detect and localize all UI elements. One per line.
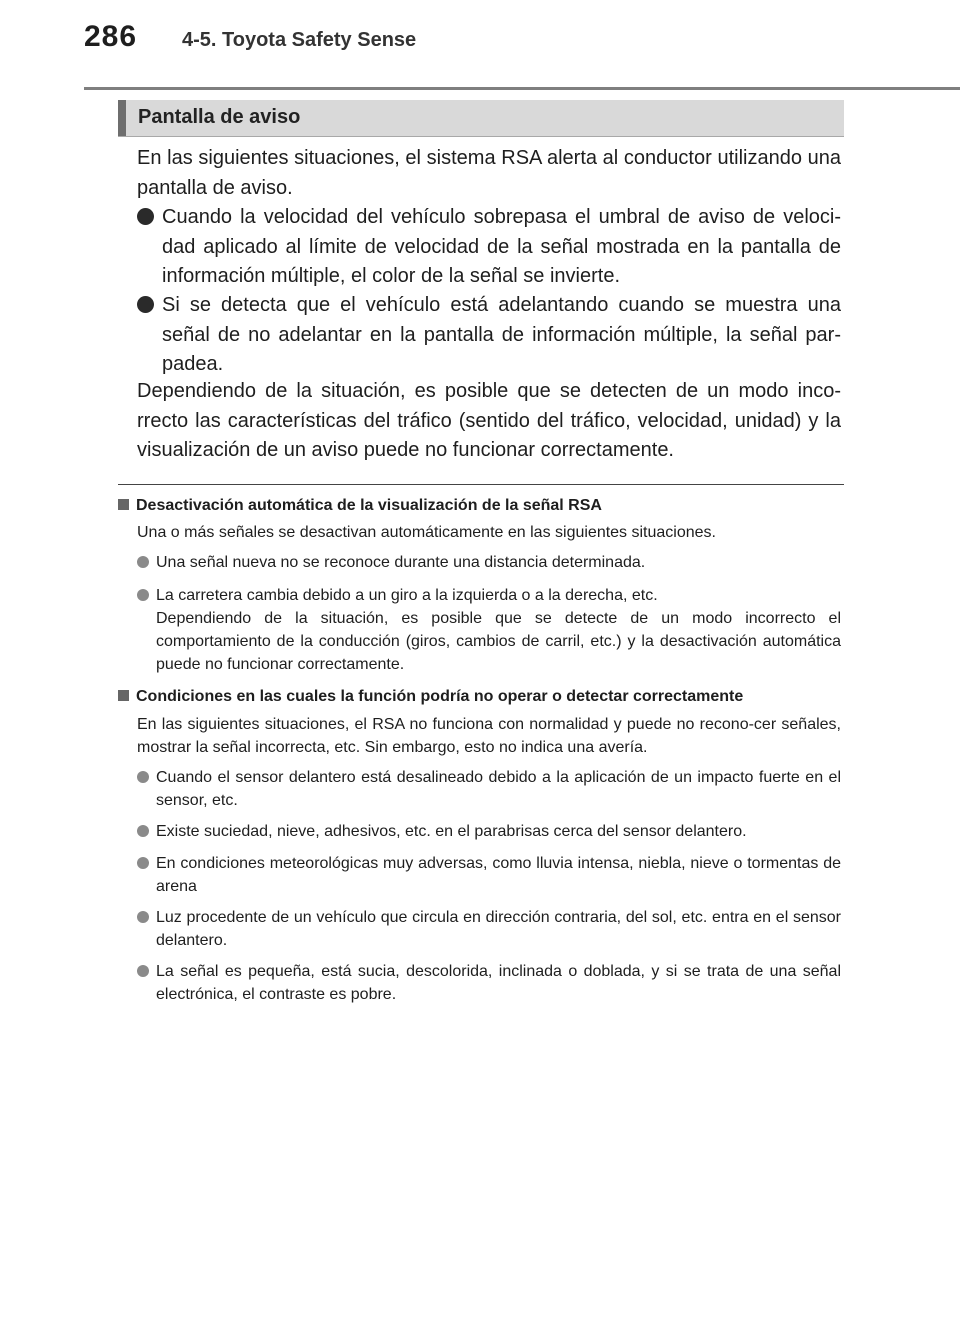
- section-heading: Desactivación automática de la visualización de la señal RSA: [118, 495, 842, 517]
- bullet-dot-icon: [137, 296, 154, 313]
- warning-box-title: Pantalla de aviso: [138, 106, 301, 128]
- bullet-dot-icon: [137, 589, 149, 601]
- list-item: Una señal nueva no se reconoce durante una distancia determinada.: [137, 551, 841, 574]
- page-number: 286: [84, 20, 138, 53]
- bullet-dot-icon: [137, 556, 149, 568]
- section-title: 4-5. Toyota Safety Sense: [182, 29, 417, 51]
- square-bullet-icon: [118, 690, 129, 701]
- list-item: Luz procedente de un vehículo que circula en dirección contraria, del sol, etc. entra en el sensor delantero.: [137, 906, 841, 952]
- list-item: Existe suciedad, nieve, adhesivos, etc. en el parabrisas cerca del sensor delantero.: [137, 820, 841, 843]
- bullet-dot-icon: [137, 825, 149, 837]
- intro-paragraph: En las siguientes situaciones, el sistema RSA alerta al conductor utilizando una pantalla de aviso.: [137, 147, 841, 199]
- main-note-paragraph: Dependiendo de la situación, es posible que se detecten de un modo inco-rrecto las características del tráfico (sentido del tráfico, velocidad, unidad) y la visualización de un aviso puede no funcionar correctamente.: [137, 380, 841, 461]
- warning-box-accent: [118, 100, 126, 136]
- square-bullet-icon: [118, 499, 129, 510]
- main-bullet: [137, 291, 841, 380]
- bullet-dot-icon: [137, 911, 149, 923]
- section-heading: Condiciones en las cuales la función podría no operar o detectar correctamente: [118, 686, 842, 708]
- bullet-dot-icon: [137, 857, 149, 869]
- section-intro: En las siguientes situaciones, el RSA no funciona con normalidad y puede no recono-cer señales, mostrar la señal incorrecta, etc. Sin embargo, esto no indica una avería.: [137, 716, 841, 756]
- main-bullet-text: Si se detecta que el vehículo está adelantando cuando se muestra una señal de no adelantar en la pantalla de información múltiple, la señal par-padea.: [162, 294, 841, 375]
- list-item: En condiciones meteorológicas muy adversas, como lluvia intensa, niebla, nieve o tormentas de arena: [137, 852, 841, 898]
- list-item: Cuando el sensor delantero está desalineado debido a la aplicación de un impacto fuerte en el sensor, etc.: [137, 766, 841, 812]
- header-rule: [84, 87, 960, 90]
- section-divider: [118, 484, 844, 485]
- bullet-dot-icon: [137, 965, 149, 977]
- section-intro: Una o más señales se desactivan automáticamente en las siguientes situaciones.: [137, 524, 716, 541]
- list-item-note: Dependiendo de la situación, es posible que se detecte de un modo incorrecto el comportamiento de la conducción (giros, cambios de carril, etc.) y la desactivación automática puede no funcionar correctamente.: [156, 610, 841, 673]
- list-item: La señal es pequeña, está sucia, descolorida, inclinada o doblada, y si se trata de una señal electrónica, el contraste es pobre.: [137, 960, 841, 1006]
- bullet-dot-icon: [137, 771, 149, 783]
- warning-box-header: [118, 100, 844, 137]
- bullet-dot-icon: [137, 208, 154, 225]
- page-header: [84, 18, 960, 88]
- main-bullet-text: Cuando la velocidad del vehículo sobrepasa el umbral de aviso de veloci-dad aplicado al límite de velocidad de la señal mostrada en la pantalla de información múltiple, el color de la señal se invierte.: [162, 206, 841, 287]
- list-item: La carretera cambia debido a un giro a la izquierda o a la derecha, etc. Dependiendo de la situación, es posible que se detecte de un modo incorrecto el comportamiento de la conducción (giros, cambios de carril, etc.) y la desactivación automática puede no funcionar correctamente.: [137, 584, 841, 676]
- main-bullet: [137, 203, 841, 292]
